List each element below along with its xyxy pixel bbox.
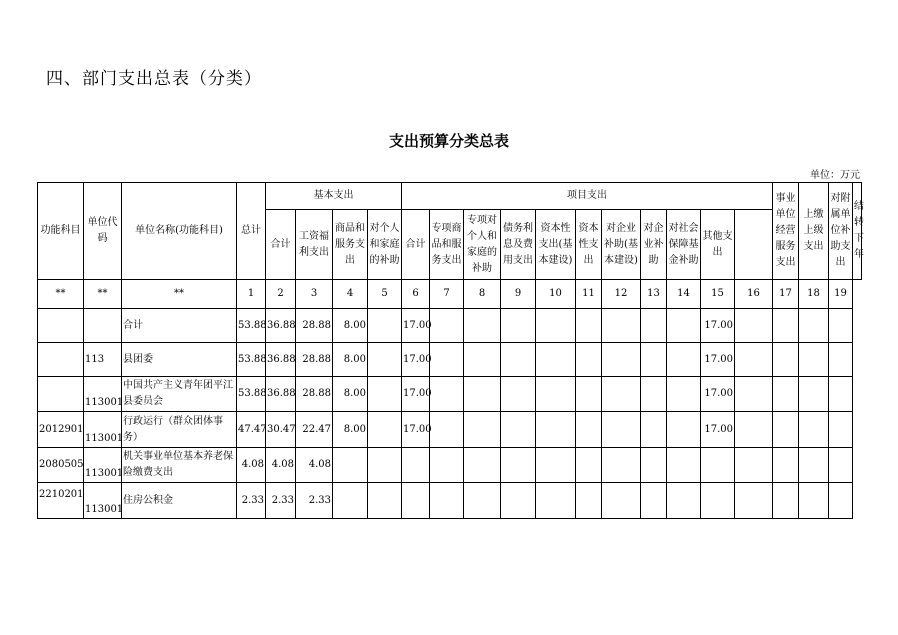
empty-cell (501, 343, 536, 377)
header-project-group: 项目支出 (402, 183, 773, 210)
empty-cell (773, 412, 799, 448)
empty-cell (602, 448, 641, 483)
index-cell: ** (122, 280, 237, 309)
unit-name-cell: 中国共产主义青年团平江县委员会 (122, 377, 237, 412)
empty-cell (667, 377, 701, 412)
index-cell: 18 (799, 280, 829, 309)
goods-services-cell: 8.00 (333, 412, 368, 448)
index-cell: 5 (368, 280, 402, 309)
table-row (38, 448, 862, 483)
header-social-security: 对社会保障基金补助 (667, 210, 701, 280)
header-func-subject: 功能科目 (38, 183, 84, 280)
index-cell: 2 (266, 280, 296, 309)
empty-cell (430, 343, 464, 377)
empty-cell (464, 448, 501, 483)
func-subject-cell (38, 309, 84, 343)
empty-cell (735, 377, 773, 412)
header-unit-code: 单位代码 (84, 183, 122, 280)
other-cell (701, 483, 735, 519)
func-subject-cell (38, 343, 84, 377)
header-enterprise-build: 对企业补助(基本建设) (602, 210, 641, 280)
basic-total-cell: 36.88 (266, 343, 296, 377)
empty-cell (536, 483, 576, 519)
empty-cell (773, 343, 799, 377)
header-basic-group: 基本支出 (266, 183, 402, 210)
empty-cell (799, 448, 829, 483)
salary-cell: 28.88 (296, 343, 333, 377)
index-cell: 8 (464, 280, 501, 309)
unit-label: 单位：万元 (810, 170, 860, 181)
empty-cell (536, 377, 576, 412)
empty-cell (602, 412, 641, 448)
unit-name-cell: 县团委 (122, 343, 237, 377)
empty-cell (368, 377, 402, 412)
empty-cell (667, 343, 701, 377)
empty-cell (829, 343, 853, 377)
empty-cell (576, 343, 602, 377)
empty-cell (430, 309, 464, 343)
empty-cell (430, 412, 464, 448)
empty-cell (641, 412, 667, 448)
header-other: 其他支出 (701, 210, 735, 280)
empty-cell (641, 343, 667, 377)
unit-name-cell: 机关事业单位基本养老保险缴费支出 (122, 448, 237, 483)
empty-cell (799, 343, 829, 377)
index-cell: 14 (667, 280, 701, 309)
empty-cell (735, 483, 773, 519)
empty-cell (829, 483, 853, 519)
header-capital: 资本性支出 (576, 210, 602, 280)
project-total-cell (402, 483, 430, 519)
empty-cell (576, 412, 602, 448)
table-row (38, 377, 862, 412)
index-cell: 4 (333, 280, 368, 309)
total-cell: 4.08 (237, 448, 266, 483)
header-unit-name: 单位名称(功能科目) (122, 183, 237, 280)
func-subject-cell: 2012901 (38, 412, 84, 448)
index-cell: 19 (829, 280, 853, 309)
index-cell: 7 (430, 280, 464, 309)
index-cell: 11 (576, 280, 602, 309)
func-subject-cell (38, 377, 84, 412)
empty-cell (773, 309, 799, 343)
project-total-cell: 17.00 (402, 309, 430, 343)
index-cell: 15 (701, 280, 735, 309)
project-total-cell: 17.00 (402, 377, 430, 412)
empty-cell (464, 309, 501, 343)
empty-cell (829, 309, 853, 343)
header-total: 总计 (237, 183, 266, 280)
basic-total-cell: 36.88 (266, 309, 296, 343)
unit-code-cell: 113001 (84, 483, 122, 519)
empty-cell (576, 309, 602, 343)
index-cell: ** (38, 280, 84, 309)
empty-cell (602, 309, 641, 343)
header-capital-build: 资本性支出(基本建设) (536, 210, 576, 280)
empty-cell (576, 483, 602, 519)
empty-cell (576, 377, 602, 412)
unit-code-cell: 113001 (84, 448, 122, 483)
basic-total-cell: 2.33 (266, 483, 296, 519)
empty-cell (641, 377, 667, 412)
salary-cell: 2.33 (296, 483, 333, 519)
empty-cell (464, 377, 501, 412)
section-heading: 四、部门支出总表（分类） (46, 69, 262, 89)
empty-cell (799, 412, 829, 448)
header-enterprise: 对企业补助 (641, 210, 667, 280)
project-total-cell: 17.00 (402, 343, 430, 377)
empty-cell (799, 377, 829, 412)
empty-cell (667, 412, 701, 448)
empty-cell (536, 343, 576, 377)
empty-cell (799, 309, 829, 343)
empty-cell (430, 377, 464, 412)
index-cell: 6 (402, 280, 430, 309)
empty-cell (667, 309, 701, 343)
budget-table (37, 182, 865, 519)
header-salary-welfare: 工资福利支出 (296, 210, 333, 280)
empty-cell (368, 448, 402, 483)
empty-cell (602, 483, 641, 519)
index-cell: 17 (773, 280, 799, 309)
other-cell (701, 448, 735, 483)
index-cell: 1 (237, 280, 266, 309)
empty-cell (773, 448, 799, 483)
empty-cell (576, 448, 602, 483)
empty-cell (430, 448, 464, 483)
empty-cell (735, 412, 773, 448)
goods-services-cell (333, 483, 368, 519)
project-total-cell (402, 448, 430, 483)
table-row (38, 483, 862, 519)
salary-cell: 4.08 (296, 448, 333, 483)
header-special-individual: 专项对个人和家庭的补助 (464, 210, 501, 280)
empty-cell (829, 377, 853, 412)
empty-cell (735, 309, 773, 343)
unit-name-cell: 合计 (122, 309, 237, 343)
empty-cell (464, 412, 501, 448)
index-row (38, 280, 862, 309)
index-cell: 12 (602, 280, 641, 309)
header-affiliated: 对附属单位补助支出 (829, 183, 853, 280)
empty-cell (501, 309, 536, 343)
empty-cell (735, 448, 773, 483)
table-title: 支出预算分类总表 (388, 132, 509, 150)
unit-code-cell (84, 309, 122, 343)
project-total-cell: 17.00 (402, 412, 430, 448)
header-special-goods: 专项商品和服务支出 (430, 210, 464, 280)
header-carry-over: 结转下年 (853, 183, 862, 280)
unit-code-cell: 113 (84, 343, 122, 377)
func-subject-cell: 2210201 (38, 483, 84, 519)
other-cell: 17.00 (701, 412, 735, 448)
header-remit-upper: 上缴上级支出 (799, 183, 829, 280)
empty-cell (464, 483, 501, 519)
goods-services-cell: 8.00 (333, 377, 368, 412)
empty-cell (501, 448, 536, 483)
basic-total-cell: 4.08 (266, 448, 296, 483)
empty-cell (536, 309, 576, 343)
salary-cell: 28.88 (296, 377, 333, 412)
total-cell: 53.88 (237, 343, 266, 377)
empty-cell (368, 412, 402, 448)
index-cell: 13 (641, 280, 667, 309)
index-cell: 3 (296, 280, 333, 309)
empty-cell (735, 343, 773, 377)
salary-cell: 28.88 (296, 309, 333, 343)
other-cell: 17.00 (701, 309, 735, 343)
empty-cell (641, 309, 667, 343)
func-subject-cell: 2080505 (38, 448, 84, 483)
header-business-ops: 事业单位经营服务支出 (773, 183, 799, 280)
table-row (38, 343, 862, 377)
empty-cell (667, 483, 701, 519)
total-cell: 53.88 (237, 377, 266, 412)
unit-code-cell: 113001 (84, 377, 122, 412)
total-cell: 53.88 (237, 309, 266, 343)
empty-cell (667, 448, 701, 483)
salary-cell: 22.47 (296, 412, 333, 448)
other-cell: 17.00 (701, 377, 735, 412)
basic-total-cell: 30.47 (266, 412, 296, 448)
other-cell: 17.00 (701, 343, 735, 377)
empty-cell (799, 483, 829, 519)
basic-total-cell: 36.88 (266, 377, 296, 412)
goods-services-cell: 8.00 (333, 309, 368, 343)
header-individual-subsidy: 对个人和家庭的补助 (368, 210, 402, 280)
index-cell: 16 (735, 280, 773, 309)
empty-cell (602, 377, 641, 412)
empty-cell (536, 448, 576, 483)
empty-cell (464, 343, 501, 377)
empty-cell (829, 448, 853, 483)
index-cell: ** (84, 280, 122, 309)
empty-cell (773, 377, 799, 412)
empty-cell (641, 483, 667, 519)
header-debt-interest: 债务利息及费用支出 (501, 210, 536, 280)
index-cell: 10 (536, 280, 576, 309)
table-row (38, 309, 862, 343)
header-project-total: 合计 (402, 210, 430, 280)
header-goods-services: 商品和服务支出 (333, 210, 368, 280)
goods-services-cell: 8.00 (333, 343, 368, 377)
empty-cell (829, 412, 853, 448)
total-cell: 47.47 (237, 412, 266, 448)
empty-cell (368, 343, 402, 377)
index-cell: 9 (501, 280, 536, 309)
empty-cell (536, 412, 576, 448)
unit-name-cell: 住房公积金 (122, 483, 237, 519)
empty-cell (501, 483, 536, 519)
empty-cell (773, 483, 799, 519)
unit-name-cell: 行政运行（群众团体事务） (122, 412, 237, 448)
empty-cell (430, 483, 464, 519)
header-basic-total: 合计 (266, 210, 296, 280)
unit-code-cell: 113001 (84, 412, 122, 448)
empty-cell (602, 343, 641, 377)
table-row (38, 412, 862, 448)
goods-services-cell (333, 448, 368, 483)
empty-cell (641, 448, 667, 483)
empty-cell (368, 309, 402, 343)
empty-cell (368, 483, 402, 519)
total-cell: 2.33 (237, 483, 266, 519)
empty-cell (501, 412, 536, 448)
empty-cell (501, 377, 536, 412)
